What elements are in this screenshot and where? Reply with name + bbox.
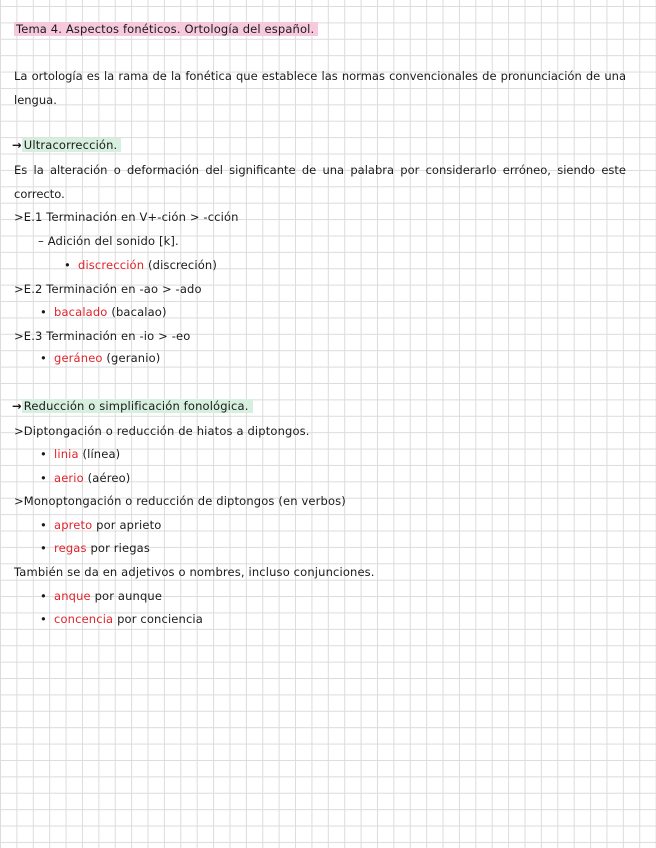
- intro-paragraph: La ortología es la rama de la fonética que establece las normas convencionales de pronunciación de una lengua.: [14, 69, 626, 107]
- bullet-icon: •: [40, 351, 47, 365]
- diptongacion-example-1: • linia (línea): [40, 447, 121, 461]
- adjetivos-example-2: • concencia por conciencia: [40, 612, 203, 626]
- ultracorreccion-definition: Es la alteración o deformación del significante de una palabra por considerarlo erróneo, siendo este correcto.: [14, 163, 626, 201]
- bullet-icon: •: [64, 258, 71, 272]
- e3-item: >E.3 Terminación en -io > -eo: [14, 329, 191, 343]
- section-reduccion-heading: → Reducción o simplificación fonológica.: [12, 399, 253, 413]
- adjetivos-note: También se da en adjetivos o nombres, incluso conjunciones.: [14, 565, 375, 579]
- bullet-icon: •: [40, 305, 47, 319]
- page-title: Tema 4. Aspectos fonéticos. Ortología del español.: [14, 22, 318, 36]
- e1-item: >E.1 Terminación en V+-ción > -cción: [14, 210, 239, 224]
- adjetivos-example-1: • anque por aunque: [40, 589, 163, 603]
- e1-subitem: – Adición del sonido [k].: [38, 234, 179, 248]
- bullet-icon: •: [40, 589, 47, 603]
- bullet-icon: •: [40, 612, 47, 626]
- monoptongacion-example-1: • apreto por aprieto: [40, 518, 162, 532]
- bullet-icon: •: [40, 518, 47, 532]
- e1-example: • discrección (discreción): [64, 258, 217, 272]
- arrow-right-icon: →: [12, 399, 22, 413]
- bullet-icon: •: [40, 541, 47, 555]
- monoptongacion-item: >Monoptongación o reducción de diptongos (en verbos): [14, 494, 346, 508]
- diptongacion-example-2: • aerio (aéreo): [40, 471, 131, 485]
- section-ultracorreccion-heading: → Ultracorrección.: [12, 138, 121, 152]
- arrow-right-icon: →: [12, 138, 22, 152]
- bullet-icon: •: [40, 471, 47, 485]
- bullet-icon: •: [40, 447, 47, 461]
- e3-example: • geráneo (geranio): [40, 351, 161, 365]
- diptongacion-item: >Diptongación o reducción de hiatos a diptongos.: [14, 424, 310, 438]
- monoptongacion-example-2: • regas por riegas: [40, 541, 151, 555]
- e2-item: >E.2 Terminación en -ao > -ado: [14, 282, 202, 296]
- e2-example: • bacalado (bacalao): [40, 305, 167, 319]
